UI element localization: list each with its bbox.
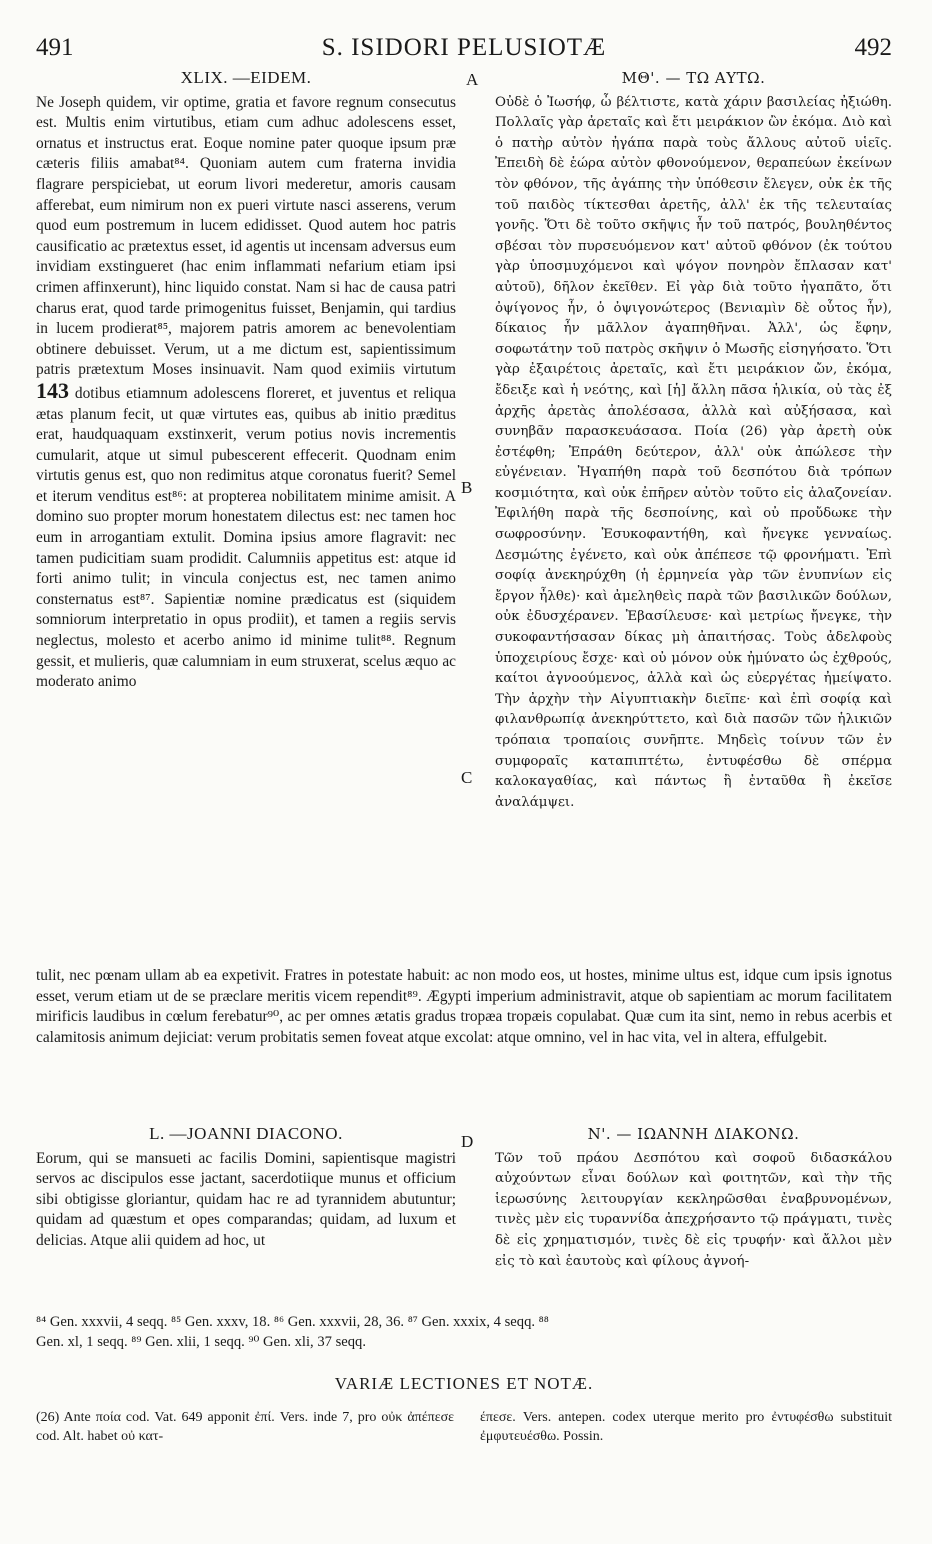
running-header — [36, 34, 892, 64]
page-mark: 143 — [36, 377, 69, 403]
scripture-footnotes — [36, 1312, 892, 1352]
epistle-49-greek-title: ΜΘ'. — ΤΩ ΑΥΤΩ. — [621, 69, 766, 87]
epistle-50-greek — [495, 1124, 892, 1304]
margin-marker-b: B — [461, 478, 473, 497]
epistle-49-latin-title: XLIX. —EIDEM. — [180, 68, 312, 87]
footnote-line-2: Gen. xl, 1 seqq. ⁸⁹ Gen. xlii, 1 seqq. ⁹⁰ Gen. xli, 37 seqq. — [36, 1334, 366, 1350]
epistle-50-latin — [36, 1124, 456, 1304]
variae-lectiones — [36, 1408, 892, 1468]
notes-left: (26) Ante ποία cod. Vat. 649 apponit ἐπί. Vers. inde 7, pro οὐκ ἀπέπεσε cod. Alt. habet οὐ κατ- — [36, 1410, 454, 1444]
margin-marker-a: A — [466, 70, 479, 89]
notes-right: έπεσε. Vers. antepen. codex uterque merito pro ἐντυφέσθω substituit ἐμφυτευέσθω. Possin. — [480, 1410, 892, 1444]
page-number-left: 491 — [36, 34, 74, 61]
epistle-50-greek-text: Τῶν τοῦ πράου Δεσπότου καὶ σοφοῦ διδασκάλου αὐχούντων εἶναι δούλων καὶ φοιτητῶν, καὶ τὴν τῆς ἱερωσύνης λειτουργίαν κεκληρῶσθαι ἐναβρυνομένων, τινὲς μὲν εἰς τυραννίδα ἀπεχρήσαντο τῷ πράγματι, τινὲς δὲ εἰς χρηματισμόν, τινὲς δὲ εἰς τρυφήν· καὶ ἄλλοι μὲν εἰς τὸ καὶ ἑαυτοὺς καὶ φίλους ἀγνοή- — [495, 1150, 892, 1269]
epistle-49-latin-part1: Ne Joseph quidem, vir optime, gratia et favore regnum consecutus est. Multis enim virtutibus, etiam cum adhuc adolescens esset, ornatus et instructus erat. Eoque nomine pater quoque ipsum præ cæteris filiis amabat⁸⁴. Quoniam autem cum fraterna invidia flagrare perspiciebat, ut eorum livori mederetur, amoris causam afferebat, eum nimirum non ex pueri virtute nasci asserens, verum quod eum postremum in lucem edidisset. Quod autem hoc patris causificatio ac prætextus esset, id agentis ut incensam adversus eum invidiam exstingueret (hac enim inflammati nefarium etiam ipsi crimen affinxerunt), hinc liquido constat. Nam si hac de causa patri charus erat, quod tarde primogenitus fuisset, Benjamin, qui tardius in lucem prodierat⁸⁵, majorem patris amorem ac benevolentiam obtinere debuisset. Verum, ut a me dictum est, sapientissimum patris prætextum Moses insinuavit. Nam quod eximiis virtutum — [36, 93, 456, 379]
notes-title: VARIÆ LECTIONES ET NOTÆ. — [334, 1374, 594, 1393]
epistle-49-latin-text — [36, 93, 456, 693]
epistle-49-latin-continuation: tulit, nec pœnam ullam ab ea expetivit. Fratres in potestate habuit: ac non modo eos, ut hostes, minime ultus est, idque cum ipsis ignotus esset, verum etiam ut de se præclare meritis vicem rependit⁸⁹. Ægypti imperium administravit, atque ob sapientiam ac morum facilitatem mirificis laudibus in cœlum ferebatur⁹⁰, ac per omnes ætatis gradus tropæa tropæis copulabat. Quæ cum ita sint, nemo in rebus acerbis et calamitosis animum dejiciat: verum probitatis semen foveat atque excolat: atque omnino, vel in hac vita, vel in altera, effulgebit. — [36, 967, 892, 1046]
page-number-right: 492 — [854, 34, 892, 61]
epistle-49-latin — [36, 68, 456, 1068]
epistle-49-greek-text: Οὐδὲ ὁ Ἰωσήφ, ὦ βέλτιστε, κατὰ χάριν βασιλείας ἠξιώθη. Πολλαῖς γὰρ ἀρεταῖς καὶ ἔτι μειράκιον ὢν ἐκόμα. Διὸ καὶ ὁ πατὴρ αὐτὸν ἠγάπα παρὰ τοὺς ἄλλους αὐτοῦ υἱεῖς. Ἐπειδὴ δὲ ἑώρα αὐτὸν φθονούμενον, θεραπεύων ἐκείνων τὸν φθόνον, τῆς ἀγάπης τὴν ὑπόθεσιν ἔλεγεν, οὐκ ἐκ τῆς τοῦ παιδὸς τίκτεσθαι ἀρετῆς, ἀλλ' ἐκ τῆς τελευταίας γονῆς. Ὅτι δὲ τοῦτο σκῆψις ἦν τοῦ πατρός, βουληθέντος σβέσαι τὸν πυρσευόμενον κατ' αὐτοῦ φθόνον (ἐκ τούτου γὰρ ὑποσμυχόμενοι καὶ ψόγον πονηρὸν ἔπλασαν κατ' αὐτοῦ), δῆλον ἐκεῖθεν. Εἰ γὰρ διὰ τοῦτο ἠγαπᾶτο, ὅτι ὀψίγονος ἦν, ὁ ὀψιγονώτερος (Βενιαμὶν δὲ οὗτος ἦν), δίκαιος ἦν μᾶλλον ἀγαπηθῆναι. Ἀλλ', ὡς ἔφην, σοφωτάτην τοῦ πατρὸς σκῆψιν ὁ Μωσῆς εἰσηγήσατο. Ὅτι γὰρ ἐξαιρέτοις ἀρεταῖς, καὶ ἔτι μειράκιον ὤν, ἐκόμα, ἔδειξε καὶ ἡ νεότης, καὶ [ἡ] ἄλλη πᾶσα ἡλικία, οὐ τὰς ἐξ ἀρχῆς ἀρετὰς ἀπολέσασα, ἀλλὰ καὶ αὐξήσασα, καὶ συνηβᾶν παρασκευάσασα. Ποία (26) γὰρ ἀρετὴ οὐκ ἐστέφθη; Ἐπράθη δεύτερον, ἀλλ' οὐκ ἀπώλεσε τὴν εὐγένειαν. Ἠγαπήθη παρὰ τοῦ δεσπότου διὰ τρόπων κοσμιότητα, καὶ οὐκ ἐπῆρεν αὐτὸν τοῦτο εἰς ἀλαζονείαν. Ἐφιλήθη παρὰ τῆς δεσποίνης, καὶ οὐ προὔδωκε τὴν σωφροσύνην. Ἐσυκοφαντήθη, καὶ ἤνεγκε γενναίως. Δεσμώτης ἐγένετο, καὶ οὐκ ἀπέπεσε τῷ φρονήματι. Ἐπὶ σοφίᾳ ἀνεκηρύχθη (ἡ ἑρμηνεία γὰρ τῶν ἐνυπνίων εἰς ἔργον ἦλθε)· καὶ ἀμεληθεὶς παρὰ τῶν βασιλικῶν δούλων, οὐκ ἐδυσχέρανεν. Ἐβασίλευσε· καὶ μετρίως ἤνεγκε, τὴν συκοφαντήσασαν δίκας μὴ ἀπαιτήσας. Τοὺς ἀδελφοὺς ὑποχειρίους ἔσχε· καὶ οὐ μόνον οὐκ ἠμύνατο ὡς ἐχθρούς, καίτοι ἀγνοούμενος, ἀλλὰ καὶ ὡς εὐεργέτας ἠμείψατο. Τὴν ἀρχὴν τὴν Αἰγυπτιακὴν διεῖπε· καὶ ἐπὶ σοφίᾳ καὶ φιλανθρωπίᾳ ἀνεκηρύττετο, καὶ διὰ πασῶν τῶν ἡλικιῶν τρόπαια τροπαίοις συνῆπτε. Μηδεὶς τοίνυν τῶν ἐν συμφοραῖς καταπιπτέτω, ἐντυφέσθω δὲ σπέρμα καλοκαγαθίας, καὶ πάντως ἢ ἐνταῦθα ἢ ἐκεῖσε ἀναλάμψει. — [495, 94, 892, 810]
epistle-50-latin-title: L. —JOANNI DIACONO. — [149, 1124, 343, 1143]
margin-marker-d: D — [461, 1132, 474, 1151]
epistle-49-latin-part2: dotibus etiamnum adolescens floreret, et juventus et reliqua ætas planum fecit, ut quæ virtutes eas, quibus ab initio præditus erat, haudquaquam exstinxerit, verum potius novis incrementis cumularit, atque ut simul pubescerent effecerit. Quodnam enim virtutis genus est, quo non redimitus atque coronatus fuerit? Semel et iterum venditus est⁸⁶: at propterea nobilitatem minime amisit. A domino suo propter morum honestatem dilectus est: nec tamen hoc eum in arrogantiam extulit. Domina ipsius amore flagravit: nec tamen pudicitiam suam prodidit. Calumniis appetitus est: atque id forti animo tulit; in vincula conjectus est, nec tamen animo consternatus est⁸⁷. Sapientiæ nomine prædicatus est (siquidem somniorum interpretatio in opus prodiit), et tamen a regiis servis neglectus, molesto et acerbo animo id minime tulit⁸⁸. Regnum gessit, et mulieris, quæ calumniam in eum struxerat, scelus æquo ac moderato animo — [36, 384, 456, 691]
footnote-line-1: ⁸⁴ Gen. xxxvii, 4 seqq. ⁸⁵ Gen. xxxv, 18. ⁸⁶ Gen. xxxvii, 28, 36. ⁸⁷ Gen. xxxix, 4 seqq. ⁸⁸ — [36, 1314, 549, 1330]
epistle-50-latin-text: Eorum, qui se mansueti ac facilis Domini, sapientisque magistri servos ac discipulos esse jactant, sacerdotiique munus et officium sibi obtigisse gloriantur, quidam hac re ad tyrannidem abutuntur; quidam ad quæstum et opes comparandas; quidam, ad luxum et delicias. Atque alii quidem ad hoc, ut — [36, 1149, 456, 1249]
running-title: S. ISIDORI PELUSIOTÆ — [321, 34, 607, 61]
epistle-49-greek — [495, 68, 892, 1068]
epistle-50-greek-title: Ν'. — ΙΩΑΝΝΗ ΔΙΑΚΟΝΩ. — [587, 1125, 800, 1143]
margin-marker-c: C — [461, 768, 473, 787]
